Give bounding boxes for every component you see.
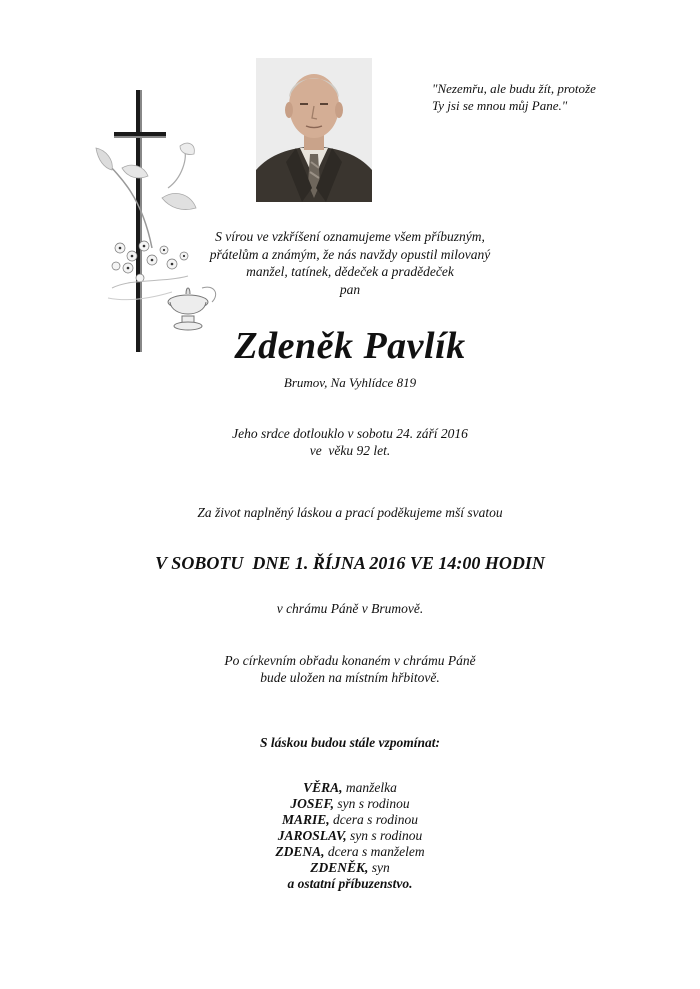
deceased-portrait bbox=[256, 58, 372, 202]
member-relation: manželka bbox=[342, 780, 397, 795]
member-name: ZDENĚK, bbox=[310, 860, 369, 875]
announcement-line: přátelům a známým, že nás navždy opustil milovaný bbox=[209, 246, 491, 262]
member-name: JOSEF, bbox=[290, 796, 334, 811]
quote-line: "Nezemřu, ale budu žít, protože bbox=[432, 81, 596, 96]
church-location: v chrámu Páně v Brumově. bbox=[276, 601, 424, 616]
family-member bbox=[0, 796, 700, 812]
family-member bbox=[0, 828, 700, 844]
member-name: MARIE, bbox=[281, 812, 330, 827]
family-list bbox=[0, 780, 700, 892]
funeral-date: V SOBOTU DNE 1. ŘÍJNA 2016 VE 14:00 HODIN bbox=[155, 553, 545, 573]
family-member bbox=[0, 876, 700, 892]
member-relation: syn s rodinou bbox=[346, 828, 423, 843]
thanks-text: Za život naplněný láskou a prací poděkujeme mší svatou bbox=[197, 505, 503, 520]
death-line: ve věku 92 let. bbox=[309, 443, 391, 458]
quote-line: Ty jsi se mnou můj Pane." bbox=[432, 98, 568, 113]
death-info bbox=[0, 425, 700, 459]
announcement-line: manžel, tatínek, dědeček a pradědeček bbox=[246, 264, 454, 279]
burial-line: Po církevním obřadu konaném v chrámu Páně bbox=[224, 653, 476, 668]
remember-heading: S láskou budou stále vzpomínat: bbox=[259, 735, 441, 750]
family-member bbox=[0, 844, 700, 860]
member-name: JAROSLAV, bbox=[277, 828, 347, 843]
member-name: ZDENA, bbox=[275, 844, 325, 859]
member-relation: syn s rodinou bbox=[334, 796, 410, 811]
burial-info bbox=[0, 652, 700, 686]
family-member bbox=[0, 780, 700, 796]
member-name: VĚRA, bbox=[303, 780, 343, 795]
burial-line: bude uložen na místním hřbitově. bbox=[260, 670, 440, 685]
member-relation: dcera s manželem bbox=[324, 844, 425, 859]
member-name: a ostatní příbuzenstvo. bbox=[287, 876, 413, 891]
deceased-name: Zdeněk Pavlík bbox=[234, 325, 466, 367]
family-member bbox=[0, 812, 700, 828]
scripture-quote bbox=[432, 80, 652, 114]
member-relation: syn bbox=[368, 860, 390, 875]
member-relation: dcera s rodinou bbox=[329, 812, 419, 827]
announcement-text bbox=[160, 228, 540, 298]
announcement-line: pan bbox=[339, 281, 361, 297]
cross-with-flowers-icon bbox=[92, 88, 232, 358]
announcement-line: S vírou ve vzkříšení oznamujeme všem příbuzným, bbox=[215, 229, 485, 244]
family-member bbox=[0, 860, 700, 876]
deceased-address: Brumov, Na Vyhlídce 819 bbox=[283, 375, 417, 390]
death-line: Jeho srdce dotlouklo v sobotu 24. září 2016 bbox=[232, 426, 468, 441]
